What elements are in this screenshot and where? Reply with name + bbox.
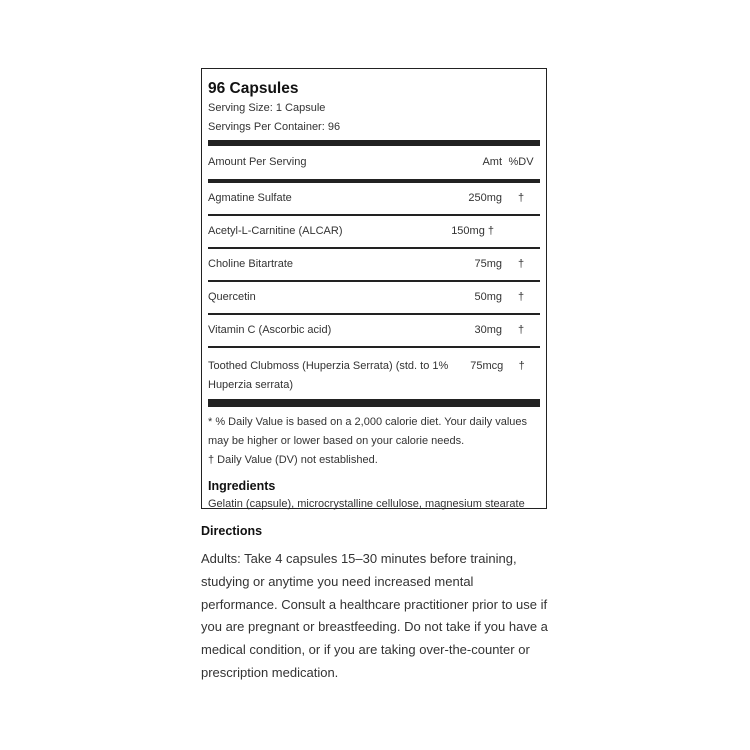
directions-heading: Directions (201, 524, 263, 538)
ingredient-dv: † (517, 258, 525, 270)
ingredient-dv: † (518, 360, 525, 372)
table-row (208, 249, 540, 282)
table-row (208, 282, 540, 315)
divider-thick (208, 399, 540, 407)
ingredients-text: Gelatin (capsule), microcrystalline cellulose, magnesium stearate (208, 498, 525, 510)
ingredient-name: Acetyl-L-Carnitine (ALCAR) (208, 225, 343, 237)
table-row (208, 315, 540, 348)
serving-size: Serving Size: 1 Capsule (208, 102, 326, 114)
directions-text: Adults: Take 4 capsules 15–30 minutes before training, studying or anytime you need increased mental performance. Consult a healthcare practitioner prior to use if you are pregnant or breastfeeding. Do not take if you have a medical condition, or if you are taking over-the-counter or prescription medication. (201, 551, 548, 680)
table-header-row (208, 146, 540, 183)
supplement-facts-panel (201, 68, 547, 509)
daily-value-footnote: * % Daily Value is based on a 2,000 calorie diet. Your daily values may be higher or lower based on your calorie needs. (208, 416, 527, 447)
panel-title: 96 Capsules (208, 80, 299, 97)
ingredient-amount: 250mg (468, 192, 502, 204)
ingredient-amount: 150mg † (451, 225, 494, 237)
ingredient-amount: 75mg (474, 258, 502, 270)
ingredient-name: Vitamin C (Ascorbic acid) (208, 324, 332, 336)
dv-header: %DV (508, 156, 534, 168)
ingredient-name: Agmatine Sulfate (208, 192, 292, 204)
dv-not-established-note: † Daily Value (DV) not established. (208, 454, 378, 466)
ingredient-name: Toothed Clubmoss (Huperzia Serrata) (std. to 1% Huperzia serrata) (208, 360, 449, 391)
ingredient-dv: † (517, 291, 525, 303)
ingredient-name: Quercetin (208, 291, 256, 303)
ingredient-name: Choline Bitartrate (208, 258, 293, 270)
table-row (208, 348, 540, 399)
ingredients-heading: Ingredients (208, 479, 276, 493)
ingredient-amount: 75mcg (470, 360, 504, 372)
amt-header: Amt (482, 156, 502, 168)
table-row (208, 183, 540, 216)
ingredient-amount: 50mg (474, 291, 502, 303)
ingredient-dv: † (517, 324, 525, 336)
servings-per-container: Servings Per Container: 96 (208, 121, 341, 133)
table-row (208, 216, 540, 249)
amount-per-serving-label: Amount Per Serving (208, 156, 307, 168)
ingredient-amount: 30mg (474, 324, 502, 336)
ingredient-dv: † (517, 192, 525, 204)
